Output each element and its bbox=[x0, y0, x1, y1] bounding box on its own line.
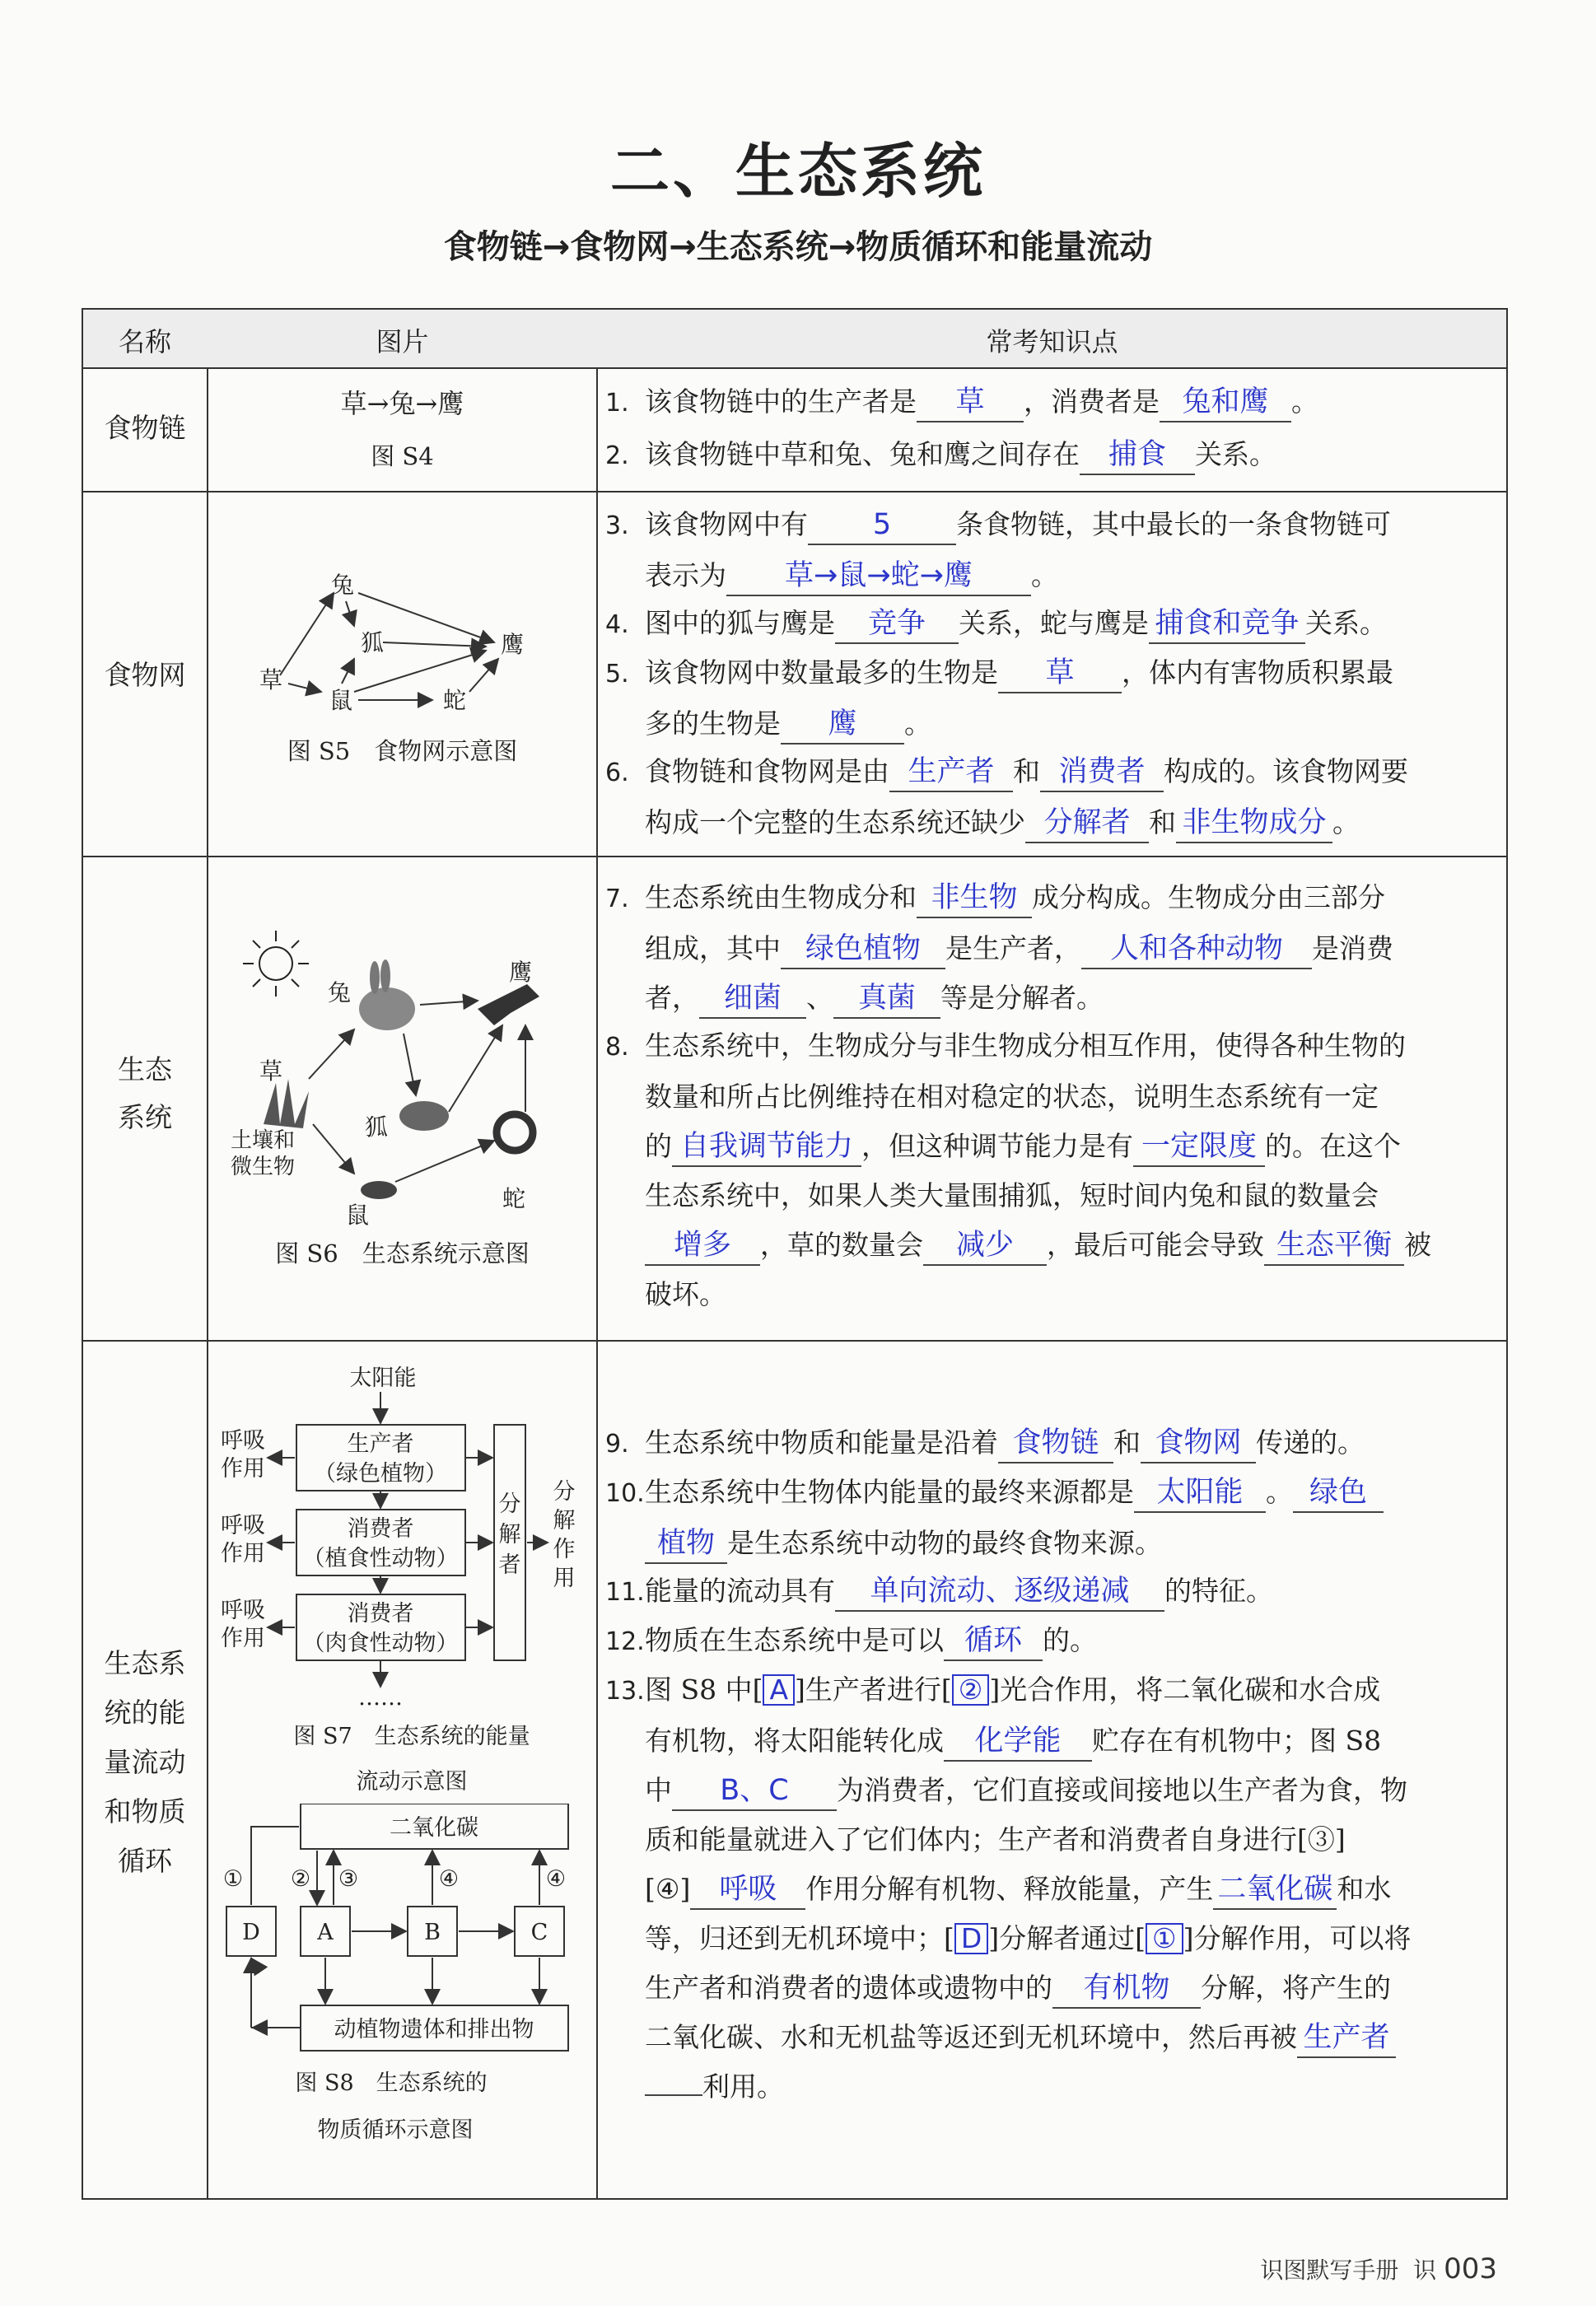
svg-text:鼠: 鼠 bbox=[346, 1202, 370, 1229]
arrow-grass-mouse bbox=[288, 684, 321, 692]
answer-blank: 捕食和竞争 bbox=[1149, 605, 1305, 644]
answer-blank: 呼吸 bbox=[690, 1870, 805, 1910]
header-knowledge: 常考知识点 bbox=[986, 326, 1118, 357]
answer-blank: 自我调节能力 bbox=[672, 1127, 861, 1167]
svg-text:作用: 作用 bbox=[221, 1626, 265, 1651]
arrow-grass-rabbit bbox=[280, 593, 334, 675]
node-snake: 蛇 bbox=[443, 687, 467, 714]
svg-text:土壤和: 土壤和 bbox=[231, 1128, 296, 1153]
snake-icon bbox=[497, 1114, 533, 1151]
food-chain-figure: 草→兔→鹰 bbox=[340, 388, 464, 419]
svg-text:②: ② bbox=[290, 1866, 311, 1892]
answer-blank: 增多 bbox=[645, 1226, 760, 1266]
answer-blank: 循环 bbox=[944, 1622, 1043, 1661]
page-footer: 识图默写手册 识 003 bbox=[1260, 2252, 1497, 2285]
knowledge-item-13: 13.图 S8 中[ A ]生产者进行[ ② ]光合作用，将二氧化碳和水合成 有机物，将太阳能转化成 化学能 贮存在有机物中；图 S8 中 B、C 为消费者，它们直接或间接地以生产者为食，物 质和能量就进入了它们体内；生产者和消费者自身进行[③] [④] 呼吸 作用分解有机物、释放能量，产生 二氧化碳 和水 等，归还到无机环境中；[ D ]分解者通过[ ① ]分解作用，可以将 生产者和消费者的遗体或遗物中的 有机物 分解，将产生的 二氧化碳、水和无机盐等返还到无机环境中，然后再被 生产者 利用。 bbox=[605, 1673, 1412, 2103]
svg-text:兔: 兔 bbox=[328, 979, 352, 1006]
mouse-icon bbox=[361, 1181, 397, 1199]
answer-blank: 一定限度 bbox=[1133, 1127, 1265, 1167]
svg-text:③: ③ bbox=[338, 1866, 359, 1892]
svg-text:动植物遗体和排出物: 动植物遗体和排出物 bbox=[334, 2017, 534, 2042]
svg-text:二氧化碳: 二氧化碳 bbox=[390, 1815, 478, 1841]
answer-blank: 单向流动、逐级递减 bbox=[835, 1572, 1164, 1612]
arrow-snake-eagle bbox=[469, 659, 498, 692]
svg-text:狐: 狐 bbox=[365, 1113, 389, 1141]
figure-s6-caption: 图 S6 生态系统示意图 bbox=[275, 1239, 530, 1267]
answer-blank: 绿色植物 bbox=[781, 930, 945, 969]
row-name-ecosystem: 生态 系统 bbox=[118, 1053, 172, 1133]
answer-blank: 非生物成分 bbox=[1176, 804, 1332, 843]
grass-icon bbox=[264, 1079, 309, 1128]
svg-text:分: 分 bbox=[498, 1491, 521, 1517]
svg-text:微生物: 微生物 bbox=[231, 1155, 296, 1179]
food-web-diagram bbox=[239, 568, 568, 733]
answer-blank: 草→鼠→蛇→鹰 bbox=[726, 557, 1031, 596]
row-name-food-chain: 食物链 bbox=[104, 412, 186, 444]
row-name-energy-matter: 生态系 统的能 量流动 和物质 循环 bbox=[104, 1647, 186, 1877]
answer-blank: 5 bbox=[808, 506, 956, 545]
answer-blank: 鹰 bbox=[781, 705, 904, 745]
node-eagle: 鹰 bbox=[501, 631, 525, 658]
svg-text:用: 用 bbox=[553, 1566, 576, 1591]
answer-blank: 生态平衡 bbox=[1264, 1226, 1404, 1266]
answer-blank: 真菌 bbox=[833, 979, 940, 1019]
figure-s4-caption: 图 S4 bbox=[371, 442, 434, 470]
svg-text:B: B bbox=[424, 1920, 441, 1945]
knowledge-item-12: 12.物质在生态系统中是可以 循环 的。 bbox=[605, 1616, 1495, 1667]
svg-text:消费者: 消费者 bbox=[347, 1601, 414, 1627]
node-mouse: 鼠 bbox=[329, 687, 353, 714]
node-fox: 狐 bbox=[361, 629, 385, 656]
knowledge-item-4: 4. 图中的狐与鹰是 竞争 关系，蛇与鹰是 捕食和竞争 关系。 bbox=[605, 599, 1495, 650]
answer-blank: 减少 bbox=[923, 1226, 1047, 1266]
knowledge-item-8: 8. 生态系统中，生物成分与非生物成分相互作用，使得各种生物的 数量和所占比例维持在相对稳定的状态，说明生态系统有一定 的 自我调节能力 ，但这种调节能力是有 一定限度 的。在这个 生态系统中，如果人类大量围捕狐，短时间内兔和鼠的数量会 增多 ，草的数量会 减少 ，最后可能会导致 生态平衡 被 破坏。 bbox=[605, 1029, 1431, 1310]
answer-blank: 化学能 bbox=[944, 1722, 1092, 1762]
svg-text:太阳能: 太阳能 bbox=[349, 1365, 417, 1391]
svg-text:A: A bbox=[317, 1920, 334, 1945]
node-rabbit: 兔 bbox=[331, 572, 355, 599]
node-grass: 草 bbox=[259, 666, 283, 693]
figure-s5-caption: 图 S5 食物网示意图 bbox=[287, 737, 518, 765]
fox-icon bbox=[399, 1101, 449, 1131]
svg-text:生产者: 生产者 bbox=[347, 1431, 414, 1457]
answer-blank: 绿色 bbox=[1293, 1473, 1384, 1513]
answer-blank: 竞争 bbox=[835, 605, 959, 644]
answer-blank: 生产者 bbox=[1297, 2019, 1396, 2058]
svg-text:者: 者 bbox=[498, 1552, 521, 1578]
answer-blank: 捕食 bbox=[1080, 436, 1195, 475]
knowledge-item-11: 11.能量的流动具有 单向流动、逐级递减 的特征。 bbox=[605, 1566, 1495, 1617]
svg-text:分: 分 bbox=[553, 1479, 576, 1505]
svg-text:（绿色植物）: （绿色植物） bbox=[314, 1461, 447, 1487]
svg-text:物质循环示意图: 物质循环示意图 bbox=[317, 2117, 474, 2143]
answer-blank: 二氧化碳 bbox=[1213, 1870, 1337, 1910]
answer-blank: 分解者 bbox=[1025, 804, 1149, 843]
arrow-fox-eagle bbox=[383, 642, 486, 647]
svg-text:C: C bbox=[530, 1920, 548, 1945]
svg-text:……: …… bbox=[358, 1685, 403, 1711]
row-name-food-web: 食物网 bbox=[104, 659, 186, 691]
svg-text:解: 解 bbox=[553, 1508, 576, 1533]
svg-text:流动示意图: 流动示意图 bbox=[356, 1769, 468, 1795]
answer-blank: B、C bbox=[672, 1772, 837, 1811]
svg-text:④: ④ bbox=[438, 1866, 460, 1892]
page-title: 二、生态系统 bbox=[609, 137, 986, 206]
answer-blank: 食物链 bbox=[998, 1424, 1113, 1463]
svg-text:草: 草 bbox=[259, 1057, 283, 1085]
svg-text:（肉食性动物）: （肉食性动物） bbox=[302, 1631, 459, 1656]
svg-text:作用: 作用 bbox=[221, 1456, 265, 1482]
answer-blank bbox=[645, 2094, 702, 2096]
knowledge-item-2: 2. 该食物链中草和兔、兔和鹰之间存在 捕食 关系。 bbox=[605, 430, 1276, 481]
eagle-icon bbox=[478, 984, 539, 1025]
answer-blank: 太阳能 bbox=[1134, 1473, 1266, 1513]
answer-blank: 生产者 bbox=[889, 753, 1013, 792]
page-subtitle: 食物链→食物网→生态系统→物质循环和能量流动 bbox=[443, 228, 1153, 266]
answer-blank: 有机物 bbox=[1052, 1969, 1201, 2009]
svg-text:呼吸: 呼吸 bbox=[221, 1513, 265, 1538]
sun-icon bbox=[243, 931, 309, 997]
answer-blank: 细菌 bbox=[699, 979, 806, 1019]
matter-cycle-diagram-s8 bbox=[210, 1804, 597, 2158]
rabbit-icon bbox=[359, 987, 415, 1030]
svg-text:图 S7 生态系统的能量: 图 S7 生态系统的能量 bbox=[293, 1724, 530, 1749]
header-image: 图片 bbox=[376, 326, 429, 357]
svg-text:作用: 作用 bbox=[221, 1541, 265, 1566]
knowledge-item-6: 6. 食物链和食物网是由 生产者 和 消费者 构成的。该食物网要 构成一个完整的生态系统还缺少 分解者 和 非生物成分 。 bbox=[605, 747, 1495, 847]
svg-text:呼吸: 呼吸 bbox=[221, 1428, 265, 1454]
svg-text:图 S8 生态系统的: 图 S8 生态系统的 bbox=[295, 2070, 488, 2096]
svg-text:鹰: 鹰 bbox=[509, 959, 533, 986]
arrow-rabbit-fox bbox=[346, 601, 354, 626]
answer-blank: 消费者 bbox=[1040, 753, 1164, 792]
answer-blank: 植物 bbox=[645, 1524, 727, 1564]
answer-blank: 草 bbox=[917, 383, 1024, 422]
svg-text:作: 作 bbox=[553, 1537, 576, 1562]
svg-text:（植食性动物）: （植食性动物） bbox=[302, 1546, 459, 1571]
svg-text:解: 解 bbox=[498, 1522, 521, 1547]
knowledge-item-9: 9. 生态系统中物质和能量是沿着 食物链 和 食物网 传递的。 bbox=[605, 1418, 1495, 1469]
answer-blank: 草 bbox=[998, 654, 1122, 693]
energy-flow-diagram-s7 bbox=[210, 1359, 597, 1820]
answer-blank: 食物网 bbox=[1141, 1424, 1256, 1463]
answer-blank: 人和各种动物 bbox=[1081, 930, 1312, 969]
arrow-mouse-fox bbox=[342, 659, 354, 684]
knowledge-item-7: 7. 生态系统由生物成分和 非生物 成分构成。生物成分由三部分 组成，其中 绿色植物 是生产者， 人和各种动物 是消费 者， 细菌 、 真菌 等是分解者。 bbox=[605, 873, 1495, 1023]
svg-text:呼吸: 呼吸 bbox=[221, 1598, 265, 1623]
knowledge-item-5: 5. 该食物网中数量最多的生物是 草 ，体内有害物质积累最 多的生物是 鹰 。 bbox=[605, 648, 1495, 749]
svg-text:D: D bbox=[242, 1920, 260, 1945]
svg-text:①: ① bbox=[222, 1866, 244, 1892]
answer-blank: 非生物 bbox=[917, 879, 1032, 918]
svg-text:消费者: 消费者 bbox=[347, 1516, 414, 1542]
svg-text:蛇: 蛇 bbox=[502, 1185, 526, 1212]
svg-text:④: ④ bbox=[545, 1866, 567, 1892]
page-number: 003 bbox=[1444, 2252, 1497, 2285]
ecosystem-diagram bbox=[231, 918, 576, 1231]
arrow-mouse-eagle bbox=[354, 651, 486, 692]
knowledge-item-10: 10.生态系统中生物体内能量的最终来源都是 太阳能 。 绿色 植物 是生态系统中动物的最终食物来源。 bbox=[605, 1468, 1495, 1568]
knowledge-item-3: 3. 该食物网中有 5 条食物链，其中最长的一条食物链可 表示为 草→鼠→蛇→鹰 。 bbox=[605, 500, 1495, 600]
knowledge-item-1: 1. 该食物链中的生产者是 草 ，消费者是 兔和鹰 。 bbox=[605, 377, 1318, 428]
answer-blank: 兔和鹰 bbox=[1160, 383, 1291, 422]
header-name: 名称 bbox=[118, 326, 171, 357]
